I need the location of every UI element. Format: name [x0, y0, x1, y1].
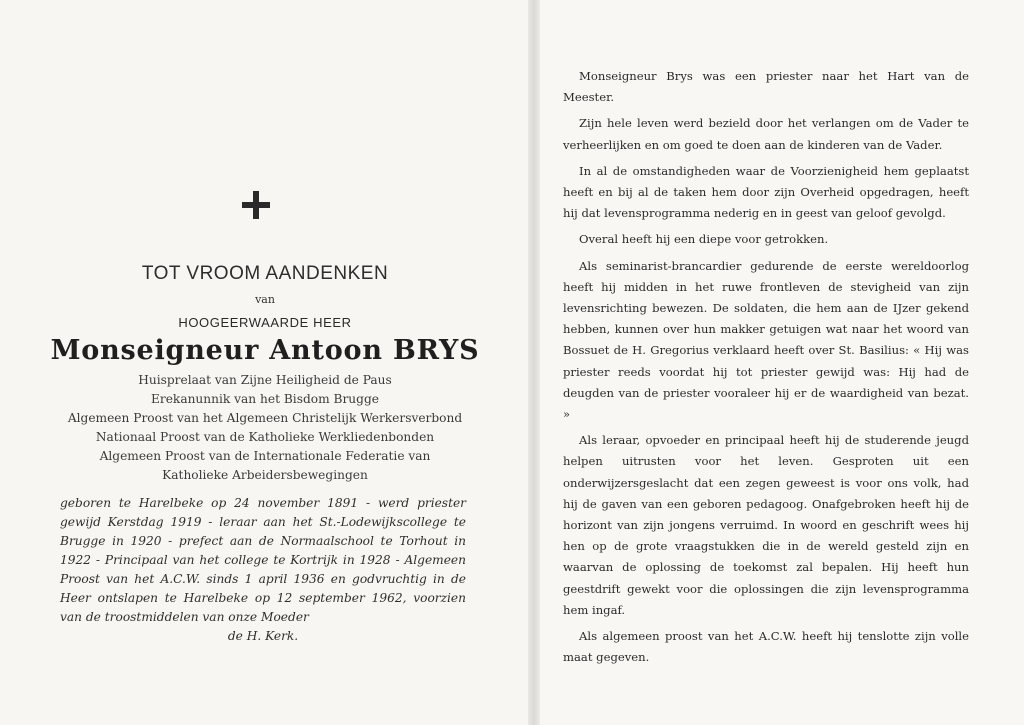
title-line: Nationaal Proost van de Katholieke Werkliedenbonden	[95, 430, 435, 444]
title-line: Erekanunnik van het Bisdom Brugge	[151, 392, 379, 406]
biography-end: de H. Kerk.	[227, 629, 299, 643]
eulogy-paragraph: Als seminarist-brancardier gedurende de eerste wereldoorlog heeft hij midden in het ruwe frontleven de stevigheid van zijn levensrichting bewezen. De soldaten, die hem aan de IJzer gekend hebben, kunnen over hun makker getuigen wat naar het woord van Bossuet de H. Gregorius verklaard heeft over St. Basilius: « Hij was priester reeds voordat hij tot priester gewijd was: Hij had de deugden van de priester vooraleer hij er de waardigheid van bezat. »	[563, 258, 969, 422]
eulogy-paragraph: Zijn hele leven werd bezield door het verlangen om de Vader te verheerlijken en om goed te doen aan de kinderen van de Vader.	[563, 116, 969, 152]
biography-body: geboren te Harelbeke op 24 november 1891 - werd priester gewijd Kerstdag 1919 - leraar aan het St.-Lodewijkscollege te Brugge in 1920 - prefect aan de Normaalschool te Torhout in 1922 - Principaal van het college te Kortrijk in 1928 - Algemeen Proost van het A.C.W. sinds 1 april 1936 en godvruchtig in de Heer ontslapen te Harelbeke op 12 september 1962, voorzien van de troostmiddelen van onze Moeder	[60, 496, 466, 624]
eulogy-paragraph: Als leraar, opvoeder en principaal heeft hij de studerende jeugd helpen uitrusten voor het leven. Gesproten uit een onderwijzersgeslacht dat een zegen geweest is voor ons volk, had hij de gaven van een geboren pedagoog. Onafgebroken heeft hij de horizont van zijn jongens verruimd. In woord en geschrift wees hij hen op de grote vraagstukken die in de wereld gesteld zijn en waarvan de oplossing de toekomst zal bepalen. Hij heeft hun geestdrift gewekt voor die oplossingen die zijn levensprogramma hem ingaf.	[563, 433, 969, 617]
eulogy-text	[563, 66, 969, 673]
titles-list	[40, 371, 490, 485]
cross-icon	[242, 191, 270, 219]
eulogy-paragraph: Overal heeft hij een diepe voor getrokken.	[579, 232, 829, 247]
dedication-block	[40, 262, 490, 485]
honorific-heading: HOOGEERWAARDE HEER	[178, 315, 352, 330]
deceased-name: Monseigneur Antoon BRYS	[50, 335, 480, 366]
dedication-heading: TOT VROOM AANDENKEN	[141, 263, 389, 284]
title-line: Huisprelaat van Zijne Heiligheid de Paus	[138, 373, 392, 387]
title-line: Katholieke Arbeidersbewegingen	[162, 468, 368, 482]
title-line: Algemeen Proost van het Algemeen Christelijk Werkersverbond	[67, 411, 463, 425]
title-line: Algemeen Proost van de Internationale Federatie van	[99, 449, 431, 463]
eulogy-paragraph: Monseigneur Brys was een priester naar het Hart van de Meester.	[563, 69, 969, 105]
eulogy-paragraph: In al de omstandigheden waar de Voorzienigheid hem geplaatst heeft en bij al de taken hem door zijn Overheid opgedragen, heeft hij dat levensprogramma nederig en in geest van geloof gevolgd.	[563, 163, 969, 221]
page-fold	[528, 0, 540, 725]
eulogy-paragraph: Als algemeen proost van het A.C.W. heeft hij tenslotte zijn volle maat gegeven.	[563, 629, 969, 665]
van-text: van	[255, 293, 275, 306]
biography-text	[60, 494, 466, 646]
